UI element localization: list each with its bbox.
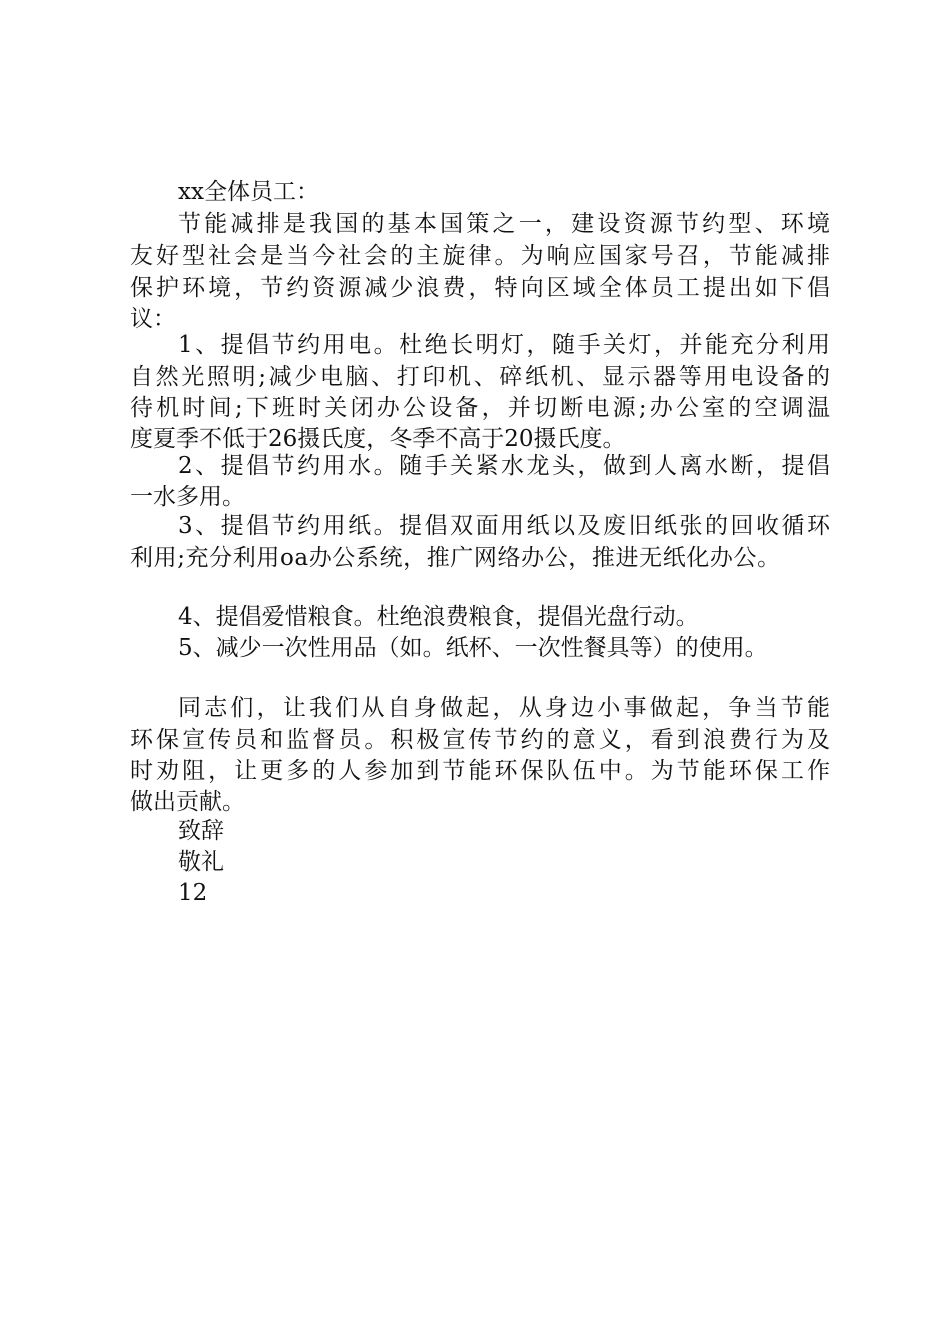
intro-line-4: 议： [130,306,176,332]
page-number: 12 [178,880,208,906]
intro-line-2: 友好型社会是当今社会的主旋律。为响应国家号召，节能减排 [130,243,830,269]
salutation: xx全体员工： [178,179,319,205]
item1-line-2: 自然光照明;减少电脑、打印机、碎纸机、显示器等用电设备的 [130,364,830,390]
item5: 5、减少一次性用品（如。纸杯、一次性餐具等）的使用。 [178,635,768,661]
intro-line-3: 保护环境，节约资源减少浪费，特向区域全体员工提出如下倡 [130,275,830,301]
document-page [130,0,830,1344]
item1-line-4: 度夏季不低于26摄氏度，冬季不高于20摄氏度。 [130,426,626,452]
item1-line-1: 1、提倡节约用电。杜绝长明灯，随手关灯，并能充分利用 [178,332,830,358]
item2-line-1: 2、提倡节约用水。随手关紧水龙头，做到人离水断，提倡 [178,453,830,479]
sign-off-greeting: 致辞 [178,818,224,844]
closing-line-1: 同志们，让我们从自身做起，从身边小事做起，争当节能 [178,695,830,721]
sign-off-salute: 敬礼 [178,849,224,875]
item1-line-3: 待机时间;下班时关闭办公设备，并切断电源;办公室的空调温 [130,395,830,421]
intro-line-1: 节能减排是我国的基本国策之一，建设资源节约型、环境 [178,211,830,237]
item2-line-2: 一水多用。 [130,484,245,510]
closing-line-3: 时劝阻，让更多的人参加到节能环保队伍中。为节能环保工作 [130,758,830,784]
item3-line-2: 利用;充分利用oa办公系统，推广网络办公，推进无纸化办公。 [130,545,781,571]
item3-line-1: 3、提倡节约用纸。提倡双面用纸以及废旧纸张的回收循环 [178,513,830,539]
closing-line-2: 环保宣传员和监督员。积极宣传节约的意义，看到浪费行为及 [130,727,830,753]
closing-line-4: 做出贡献。 [130,789,245,815]
item4: 4、提倡爱惜粮食。杜绝浪费粮食，提倡光盘行动。 [178,604,699,630]
